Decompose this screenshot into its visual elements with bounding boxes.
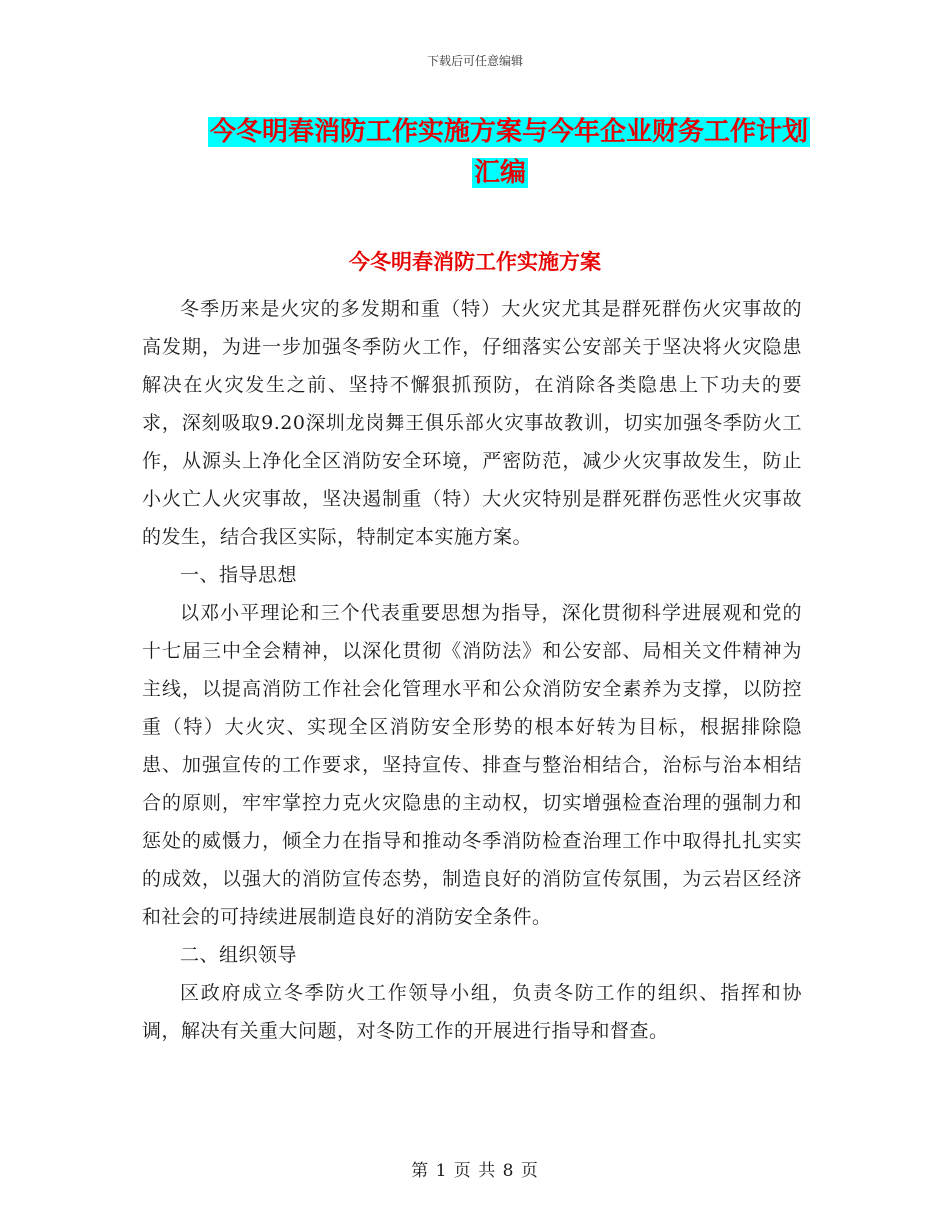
- document-title-line-2: [190, 155, 810, 191]
- page-header-note: 下载后可任意编辑: [426, 54, 523, 68]
- heading-guiding-thought: 一、指导思想: [180, 564, 298, 586]
- page-number: 第 1 页 共 8 页: [411, 1161, 539, 1181]
- body-text: [142, 290, 802, 1050]
- paragraph-guiding-thought: 以邓小平理论和三个代表重要思想为指导，深化贯彻科学进展观和党的十七届三中全会精神，以深化贯彻《消防法》和公安部、局相关文件精神为主线，以提高消防工作社会化管理水平和公众消防安全素养为支撑，以防控重（特）大火灾、实现全区消防安全形势的根本好转为目标，根据排除隐患、加强宣传的工作要求，坚持宣传、排查与整治相结合，治标与治本相结合的原则，牢牢掌控力克火灾隐患的主动权，切实增强检查治理的强制力和惩处的威慑力，倾全力在指导和推动冬季消防检查治理工作中取得扎扎实实的成效，以强大的消防宣传态势，制造良好的消防宣传氛围，为云岩区经济和社会的可持续进展制造良好的消防安全条件。: [142, 602, 802, 928]
- document-title-text-2: 汇编: [473, 158, 526, 188]
- section-title: 今冬明春消防工作实施方案: [349, 250, 601, 274]
- document-title-text-1: 今冬明春消防工作实施方案与今年企业财务工作计划: [209, 117, 808, 147]
- document-title-line-1: [190, 114, 810, 150]
- paragraph-organization: 区政府成立冬季防火工作领导小组，负责冬防工作的组织、指挥和协调，解决有关重大问题，对冬防工作的开展进行指导和督查。: [142, 982, 802, 1042]
- paragraph-intro: 冬季历来是火灾的多发期和重（特）大火灾尤其是群死群伤火灾事故的高发期，为进一步加强冬季防火工作，仔细落实公安部关于坚决将火灾隐患解决在火灾发生之前、坚持不懈狠抓预防，在消除各类隐患上下功夫的要求，深刻吸取9.20深圳龙岗舞王俱乐部火灾事故教训，切实加强冬季防火工作，从源头上净化全区消防安全环境，严密防范，减少火灾事故发生，防止小火亡人火灾事故，坚决遏制重（特）大火灾特别是群死群伤恶性火灾事故的发生，结合我区实际，特制定本实施方案。: [142, 298, 802, 548]
- heading-organization: 二、组织领导: [180, 944, 298, 966]
